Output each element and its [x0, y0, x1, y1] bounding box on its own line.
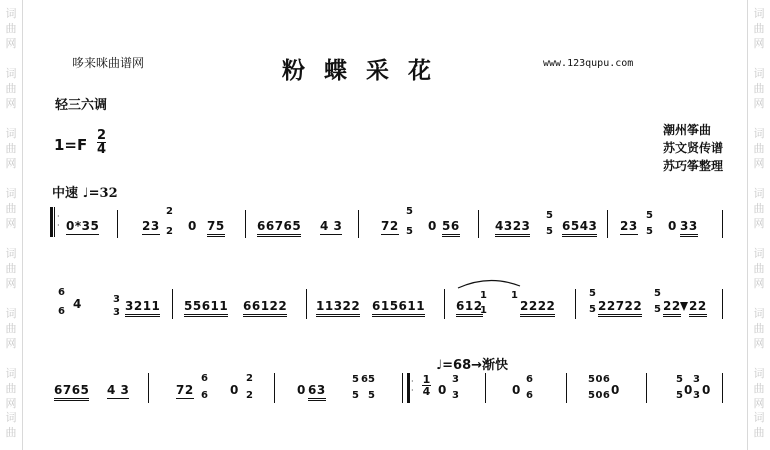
watermark-block [748, 126, 770, 171]
note-group: 4 3 [320, 219, 343, 233]
watermark-block [0, 6, 22, 51]
watermark-char: 曲 [753, 382, 765, 395]
accent-mark [680, 302, 688, 311]
note-lower: 5 [654, 304, 662, 315]
note-upper: 6 [58, 287, 66, 298]
slur-mark [454, 276, 524, 290]
time-signature-top: 2 [97, 128, 107, 143]
watermark-char: 词 [753, 307, 765, 320]
barline [566, 373, 567, 403]
note-upper: 3 [693, 374, 701, 385]
note-lower: 6 [201, 390, 209, 401]
tempo-marking: 中速 ♩=32 [52, 186, 118, 201]
watermark-char: 词 [753, 367, 765, 380]
note-upper: 5 [654, 288, 662, 299]
watermark-char: 词 [753, 127, 765, 140]
note-group: 11322 [316, 299, 360, 317]
watermark-block [0, 366, 22, 411]
credits [663, 121, 723, 175]
note-group: 0 [188, 219, 197, 233]
note-group: 56 [442, 219, 460, 237]
credit-genre: 潮州筝曲 [663, 123, 712, 137]
note-lower: 5 [546, 226, 554, 237]
note-lower: 5 [676, 390, 684, 401]
watermark-char: 曲 [5, 426, 17, 439]
note-group: 612 [456, 299, 483, 317]
watermark-block [748, 410, 770, 440]
left-watermark-column [0, 0, 23, 450]
time-signature-bottom: 4 [97, 142, 107, 157]
barline [607, 210, 608, 238]
watermark-char: 词 [5, 367, 17, 380]
watermark-char: 网 [5, 277, 17, 290]
note-group: 66122 [243, 299, 287, 317]
note-upper: 5 [546, 210, 554, 221]
note-group: 0 [438, 383, 447, 397]
note-lower: 506 [588, 390, 611, 401]
barline [117, 210, 118, 238]
score-title: 粉蝶采花 [282, 57, 450, 84]
barline [722, 289, 723, 319]
note-group: 4 [73, 297, 82, 311]
watermark-char: 词 [753, 7, 765, 20]
watermark-char: 词 [753, 411, 765, 424]
time-signature-top: 1 [422, 373, 431, 386]
note-upper: 5 [406, 206, 414, 217]
watermark-char: 网 [5, 337, 17, 350]
note-group: 0 [702, 383, 711, 397]
watermark-char: 曲 [753, 82, 765, 95]
key-signature: 1=F [54, 136, 88, 154]
note-group: 0 [297, 383, 306, 397]
note-upper: 5 [352, 374, 360, 385]
note-lower: 3 [113, 307, 121, 318]
watermark-block [0, 410, 22, 440]
credit-arranger: 苏巧筝整理 [663, 159, 724, 173]
watermark-char: 曲 [753, 142, 765, 155]
note-upper: 5 [589, 288, 597, 299]
note-group: 4323 [495, 219, 530, 237]
note-upper: 3 [452, 374, 460, 385]
note-lower: 3 [693, 390, 701, 401]
watermark-block [748, 246, 770, 291]
note-lower: 5 [352, 390, 360, 401]
note-group: 4 3 [107, 383, 130, 397]
watermark-block [748, 186, 770, 231]
note-group: 0 [684, 383, 693, 397]
barline [478, 210, 479, 238]
note-upper: 1 [480, 290, 488, 301]
watermark-char: 网 [5, 397, 17, 410]
note-group: 6543 [562, 219, 597, 237]
watermark-char: 曲 [753, 262, 765, 275]
watermark-char: 曲 [5, 142, 17, 155]
note-group: 0 [428, 219, 437, 233]
note-upper: 506 [588, 374, 611, 385]
barline [402, 373, 403, 403]
watermark-char: 词 [753, 67, 765, 80]
watermark-block [0, 186, 22, 231]
note-lower: 5 [368, 390, 376, 401]
watermark-char: 网 [5, 217, 17, 230]
watermark-block [748, 306, 770, 351]
note-lower: 5 [646, 226, 654, 237]
note-group: 66765 [257, 219, 301, 237]
note-lower: 6 [526, 390, 534, 401]
barline [274, 373, 275, 403]
barline [245, 210, 246, 238]
watermark-char: 网 [753, 37, 765, 50]
note-group: 0 [611, 383, 620, 397]
watermark-char: 网 [753, 277, 765, 290]
note-upper: 1 [511, 290, 519, 301]
note-group: 72 [381, 219, 399, 233]
watermark-char: 词 [5, 307, 17, 320]
watermark-char: 网 [753, 97, 765, 110]
watermark-char: 曲 [5, 382, 17, 395]
time-signature-change [422, 374, 431, 397]
note-lower: 6 [58, 306, 66, 317]
note-lower: 1 [480, 305, 488, 316]
watermark-char: 词 [5, 127, 17, 140]
watermark-block [0, 306, 22, 351]
note-group: 72 [176, 383, 194, 397]
note-upper: 3 [113, 294, 121, 305]
watermark-char: 曲 [5, 82, 17, 95]
watermark-char: 网 [5, 157, 17, 170]
watermark-char: 网 [753, 397, 765, 410]
barline [722, 210, 723, 238]
note-lower: 5 [589, 304, 597, 315]
note-group: 0 [230, 383, 239, 397]
watermark-char: 曲 [753, 426, 765, 439]
site-name: 哆来咪曲谱网 [72, 56, 145, 70]
barline [148, 373, 149, 403]
note-lower: 2 [246, 390, 254, 401]
barline [306, 289, 307, 319]
watermark-block [0, 246, 22, 291]
note-group: 75 [207, 219, 225, 237]
note-group: 22722 [598, 299, 642, 317]
watermark-block [0, 66, 22, 111]
barline [646, 373, 647, 403]
watermark-char: 词 [5, 67, 17, 80]
note-upper: 5 [368, 374, 376, 385]
watermark-char: 网 [753, 157, 765, 170]
watermark-char: 词 [5, 247, 17, 260]
note-lower: 2 [166, 226, 174, 237]
repeat-dots: · · [411, 377, 417, 395]
watermark-block [748, 6, 770, 51]
note-group: 0*35 [66, 219, 100, 233]
barline [575, 289, 576, 319]
watermark-char: 曲 [5, 262, 17, 275]
note-group: 63 [308, 383, 326, 401]
watermark-char: 曲 [753, 322, 765, 335]
watermark-char: 词 [753, 187, 765, 200]
repeat-barline [407, 373, 410, 403]
note-lower: 3 [452, 390, 460, 401]
note-upper: 6 [526, 374, 534, 385]
watermark-char: 曲 [5, 322, 17, 335]
watermark-char: 网 [753, 217, 765, 230]
note-group: 33 [680, 219, 698, 237]
note-upper: 5 [676, 374, 684, 385]
time-signature [97, 129, 106, 156]
repeat-dots: · · [57, 212, 63, 230]
watermark-char: 网 [753, 337, 765, 350]
watermark-char: 网 [5, 37, 17, 50]
note-upper: 2 [246, 373, 254, 384]
note-group: 0 [668, 219, 677, 233]
watermark-char: 曲 [753, 202, 765, 215]
repeat-start-barline [50, 207, 53, 237]
note-group: 615611 [372, 299, 425, 317]
barline [54, 207, 55, 237]
note-group: 22 [663, 299, 681, 317]
watermark-block [0, 126, 22, 171]
watermark-char: 曲 [5, 202, 17, 215]
watermark-char: 曲 [753, 22, 765, 35]
barline [485, 373, 486, 403]
watermark-char: 词 [753, 247, 765, 260]
note-group: 55611 [184, 299, 228, 317]
note-upper: 5 [646, 210, 654, 221]
watermark-char: 网 [5, 97, 17, 110]
note-group: 22 [689, 299, 707, 317]
note-group: 0 [512, 383, 521, 397]
note-group: 23 [142, 219, 160, 233]
note-lower: 5 [406, 226, 414, 237]
watermark-char: 词 [5, 411, 17, 424]
note-group: 6765 [54, 383, 89, 401]
note-upper: 6 [361, 374, 369, 385]
barline [444, 289, 445, 319]
barline [172, 289, 173, 319]
note-group: 23 [620, 219, 638, 233]
note-group: 2222 [520, 299, 555, 317]
tempo-change-marking: ♩=68→渐快 [436, 358, 509, 373]
watermark-block [748, 66, 770, 111]
right-watermark-column [747, 0, 770, 450]
watermark-char: 词 [5, 7, 17, 20]
barline [722, 373, 723, 403]
credit-transmitter: 苏文贤传谱 [663, 141, 724, 155]
watermark-char: 词 [5, 187, 17, 200]
mode-label: 轻三六调 [55, 98, 108, 113]
barline [358, 210, 359, 238]
note-upper: 6 [201, 373, 209, 384]
note-upper: 2 [166, 206, 174, 217]
watermark-char: 曲 [5, 22, 17, 35]
site-url: www.123qupu.com [543, 58, 634, 69]
note-group: 3211 [125, 299, 160, 317]
watermark-block [748, 366, 770, 411]
time-signature-bottom: 4 [422, 385, 431, 398]
